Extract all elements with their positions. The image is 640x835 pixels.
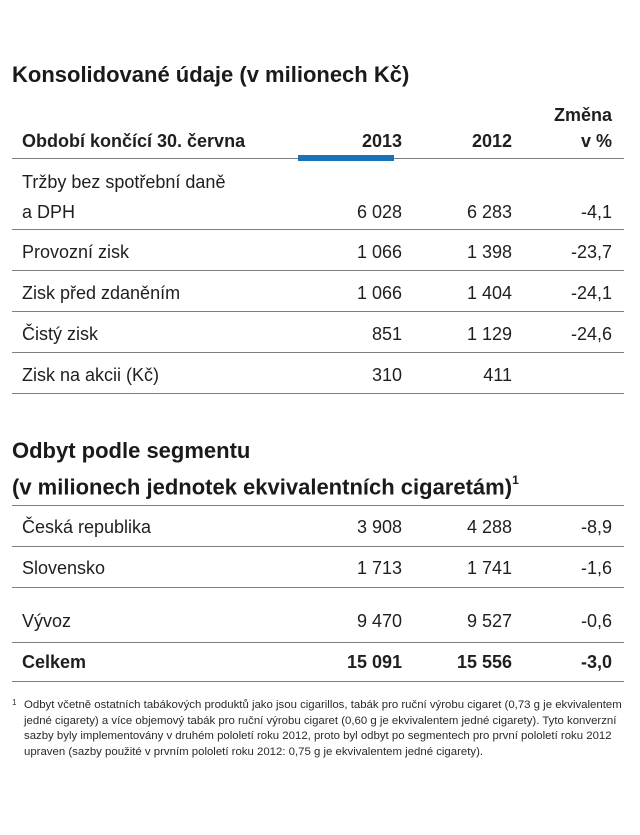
row-label-line1: Tržby bez spotřební daně [22,172,226,192]
change-header-line2: v % [580,131,612,151]
table-row [12,271,624,312]
row-label: Čistý zisk [22,324,98,344]
period-header: Období končící 30. června [22,131,246,151]
value-2013: 1 713 [356,558,402,578]
row-label: Provozní zisk [22,242,130,262]
year-2013-header: 2013 [361,131,402,151]
value-2013: 851 [371,324,402,344]
value-2013: 310 [371,365,402,385]
value-2013: 1 066 [356,283,402,303]
table-header-row [12,100,624,159]
value-change: -23,7 [570,242,612,262]
total-label: Celkem [22,652,87,672]
value-change: -24,6 [570,324,612,344]
table-row [12,312,624,353]
footnote [12,698,624,760]
value-2012: 6 283 [466,202,512,222]
table-row [12,159,624,230]
segments-title-line1: Odbyt podle segmentu [12,438,251,463]
row-label: Vývoz [22,611,72,631]
value-2012: 1 398 [466,242,512,262]
value-2012: 1 404 [466,283,512,303]
total-2012: 15 556 [456,652,512,672]
table-row [12,230,624,271]
segments-title-line2 [12,467,519,502]
change-header-line1: Změna [553,105,612,125]
value-change: -24,1 [570,283,612,303]
value-2012: 4 288 [466,517,512,537]
value-change: -0,6 [580,611,612,631]
consolidated-title: Konsolidované údaje (v milionech Kč) [12,62,410,87]
table-row [12,506,624,547]
value-2013: 3 908 [356,517,402,537]
value-2013: 6 028 [356,202,402,222]
row-label: Česká republika [22,517,152,537]
value-2013: 1 066 [356,242,402,262]
value-2012: 9 527 [466,611,512,631]
segments-title-text: (v milionech jednotek ekvivalentních cigaretám) [12,474,513,500]
row-label: Slovensko [22,558,106,578]
table-row [12,588,624,643]
segments-table [12,505,624,682]
year-2012-header: 2012 [471,131,512,151]
consolidated-table [12,100,624,394]
row-label-line2: a DPH [22,202,76,222]
footnote-text: Odbyt včetně ostatních tabákových produktů jako jsou cigarillos, tabák pro ruční výrobu cigaret (0,73 g je ekvivalentem jedné cigarety) a více objemový tabák pro ruční výrobu cigaret (0,60 g je ekvivalentem jedné cigarety). Tyto konverzní sazby byly implementovány v druhém pololetí roku 2012, proto byl odbyt po segmentech pro první pololetí roku 2012 upraven (sazby použité v prvním pololetí roku 2012: 0,75 g je ekvivalentem jedné cigarety). [24,699,622,758]
value-2013: 9 470 [356,611,402,631]
row-label: Zisk před zdaněním [22,283,181,303]
total-2013: 15 091 [346,652,402,672]
value-2012: 1 741 [466,558,512,578]
value-change: -8,9 [580,517,612,537]
footnote-mark: 1 [12,698,17,707]
total-change: -3,0 [580,652,612,672]
table-row [12,353,624,394]
value-change: -1,6 [580,558,612,578]
value-2012: 411 [483,365,512,385]
value-change: -4,1 [580,202,612,222]
table-row [12,547,624,588]
value-2012: 1 129 [466,324,512,344]
total-row [12,643,624,682]
footnote-ref: 1 [512,473,519,487]
row-label: Zisk na akcii (Kč) [22,365,160,385]
